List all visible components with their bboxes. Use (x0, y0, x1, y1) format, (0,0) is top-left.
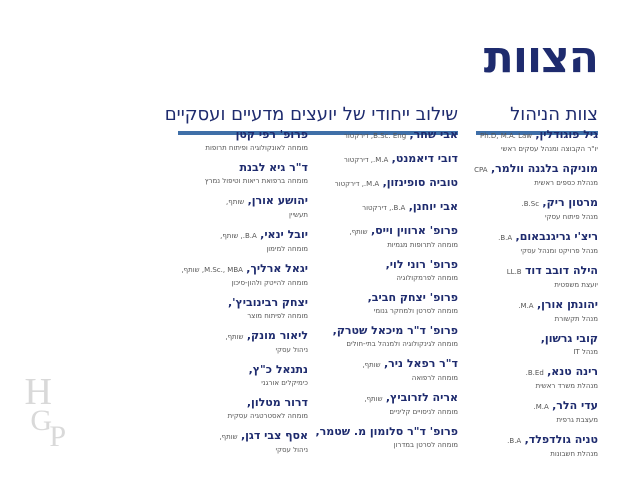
person-degree: CPA (474, 166, 488, 174)
person-role: מומחה לרפואה (411, 374, 458, 382)
person-name-line (323, 127, 458, 144)
person-role: ניהול עסקי (275, 346, 308, 354)
person-entry (178, 193, 308, 220)
person-role: יועצת משפטית (554, 281, 598, 289)
person-degree: B.A., שותף, (220, 232, 257, 240)
person-entry (178, 127, 308, 153)
person-role: מנהלת חשבונות (550, 450, 598, 458)
person-entry (323, 390, 458, 417)
person-degree: שותף, (219, 433, 238, 441)
person-degree: M.Sc., MBA, שותף, (181, 266, 243, 274)
person-name: יהושע אורן, (247, 194, 308, 207)
person-name: יגאל ארליך, (246, 262, 308, 275)
management-list (473, 127, 598, 463)
person-name: רינה טנא, (547, 365, 598, 378)
person-role: ניהול עסקי (275, 446, 308, 454)
person-entry (178, 227, 308, 254)
management-header-label: צוות הניהול (510, 104, 598, 125)
person-name-line (178, 428, 308, 445)
person-name: מרטון ריק, (542, 196, 598, 209)
person-entry (473, 297, 598, 324)
person-entry (323, 199, 458, 216)
person-name-line (473, 297, 598, 314)
person-name: יובל ינאי, (260, 228, 308, 241)
person-entry (323, 151, 458, 168)
person-name: אבי יוחנן, (408, 200, 458, 213)
person-name: מוניקה בלגנה וולמר, (490, 162, 598, 175)
person-entry (323, 127, 458, 144)
person-name-line (323, 356, 458, 373)
person-entry (178, 295, 308, 321)
person-entry (178, 261, 308, 288)
person-role: מומחה לאונקולוגיה ופיתוח תרופות (205, 144, 308, 152)
person-name-line (473, 161, 598, 178)
person-name-line (473, 364, 598, 381)
person-name: קובי גרשון, (540, 332, 598, 345)
team-header-label: שילוב ייחודי של יועצים מדעיים ועסקיים (164, 104, 458, 125)
person-name-line (178, 295, 308, 311)
person-degree: B.Sc. (521, 200, 540, 208)
person-name-line (323, 290, 458, 306)
person-name-line (178, 328, 308, 345)
person-name: הילה דובב דוד (524, 264, 598, 277)
person-name-line (323, 175, 458, 192)
person-degree: M.A. (518, 302, 534, 310)
person-name: פרופ' רפי קטן (235, 128, 308, 141)
person-role: מומחה לסרטן ולמחקר גנומי (373, 307, 458, 315)
person-entry (178, 395, 308, 421)
person-entry (178, 160, 308, 186)
person-degree: שותף, (226, 198, 245, 206)
person-degree: B.A. (507, 437, 522, 445)
person-name-line (323, 257, 458, 273)
person-name: פרופ' ד"ר סלומון מ. שטמר, (315, 425, 458, 438)
person-degree: B.A., דירקטור (362, 204, 406, 212)
person-name-line (178, 395, 308, 411)
page-title: הצוות (483, 32, 598, 83)
person-name-line (323, 390, 458, 407)
person-role: יו"ר הקבוצה ומנהל עסקים ראשי (500, 145, 598, 153)
person-entry (473, 161, 598, 188)
person-name: טוביה סופינזון, (382, 176, 458, 189)
person-degree: M.A., דירקטור (343, 156, 389, 164)
person-name: טניה גולדפלד, (524, 433, 598, 446)
person-name-line (178, 362, 308, 378)
person-degree: LL.B (506, 268, 522, 276)
person-role: מנהל תקשורת (554, 315, 598, 323)
person-entry (473, 364, 598, 391)
person-name: ד"ר רפאל ניר, (383, 357, 458, 370)
person-name: ד"ר גיא לבנת (239, 161, 308, 174)
person-name: פרופ' ד"ר מיכאל שטרק, (332, 324, 458, 337)
person-entry (178, 428, 308, 455)
svg-text:G: G (30, 404, 52, 437)
person-degree: B.Ed. (525, 369, 544, 377)
person-entry (473, 331, 598, 357)
team-list-middle (315, 127, 458, 454)
person-role: כימיקלים אורגני (261, 379, 308, 387)
person-name: אריה לזרוביץ, (385, 391, 458, 404)
person-name: דרור מטלון, (246, 396, 308, 409)
person-entry (473, 432, 598, 459)
person-name: יצחק רבינוביץ', (227, 296, 308, 309)
person-entry (178, 328, 308, 355)
person-entry (473, 127, 598, 154)
person-name: פרופ' יצחק חביב, (367, 291, 458, 304)
person-entry (178, 362, 308, 388)
person-entry (323, 356, 458, 383)
person-role: מומחה לפיתוח מוצר (247, 312, 308, 320)
person-name-line (315, 424, 458, 440)
person-name-line (178, 127, 308, 143)
hgp-logo (24, 368, 94, 453)
person-name: אסף צבי דגן, (240, 429, 308, 442)
person-degree: שותף, (362, 361, 381, 369)
person-name-line (178, 160, 308, 176)
person-name-line (323, 199, 458, 216)
person-entry (323, 175, 458, 192)
person-name: גיל פוגודלין, (535, 128, 598, 141)
person-name: עדי הלר, (552, 399, 598, 412)
svg-text:P: P (49, 420, 66, 453)
person-name-line (473, 331, 598, 347)
person-role: מומחה לתרופות מגמיות (387, 241, 458, 249)
person-name-line (473, 229, 598, 246)
person-role: מומחה ברפואת ריאות וטיפול נמרץ (204, 177, 308, 185)
person-entry (473, 229, 598, 256)
person-role: מומחה למימון (266, 245, 308, 253)
person-role: מנהל IT (573, 348, 598, 356)
person-name-line (323, 151, 458, 168)
person-name: יהונתן אורן, (536, 298, 598, 311)
person-name-line (323, 323, 458, 339)
person-role: מומחה לפרמקולוגיה (396, 274, 458, 282)
person-degree: B.Sc. Eng, דירקטור (343, 132, 407, 140)
person-role: מומחה לסרטן במדרון (393, 441, 458, 449)
person-name: נתנאל כ"ץ, (248, 363, 308, 376)
person-name-line (473, 195, 598, 212)
team-list-left (178, 127, 308, 459)
person-role: תעשיין (289, 211, 308, 219)
person-name: דובי דיאמנט, (391, 152, 458, 165)
person-name: ליאור מונק, (246, 329, 308, 342)
person-role: מנהל פיתוח עסקי (544, 213, 598, 221)
person-role: מנהלת משרד ראשית (535, 382, 598, 390)
person-entry (323, 290, 458, 316)
person-name-line (473, 263, 598, 280)
person-degree: שותף, (225, 333, 244, 341)
person-entry (473, 195, 598, 222)
person-role: מומחה לניסויים קליניים (389, 408, 458, 416)
person-degree: B.A. (498, 234, 513, 242)
person-name-line (178, 227, 308, 244)
person-entry (323, 257, 458, 283)
person-name: פרופ' רוני לוי, (385, 258, 458, 271)
person-name: אבי שחר, (409, 128, 458, 141)
person-entry (315, 424, 458, 450)
person-degree: M.A., דירקטור (334, 180, 380, 188)
person-role: מנהל פרויקט ומנהל עסקי (520, 247, 598, 255)
person-name: פרופ' ארווין וייס, (370, 224, 458, 237)
person-name-line (473, 432, 598, 449)
person-role: מנהלת כספים ראשית (534, 179, 598, 187)
person-name-line (473, 127, 598, 144)
person-degree: שותף, (349, 228, 368, 236)
person-name: ריצ'י גריגנבאום, (515, 230, 598, 243)
person-entry (473, 398, 598, 425)
person-entry (473, 263, 598, 290)
person-entry (323, 223, 458, 250)
svg-text:H: H (24, 371, 52, 413)
person-name-line (178, 193, 308, 210)
person-name-line (323, 223, 458, 240)
person-degree: Ph.D, M.A. Law (479, 132, 532, 140)
person-role: מעצבת גרפית (556, 416, 598, 424)
person-entry (323, 323, 458, 349)
person-name-line (473, 398, 598, 415)
person-name-line (178, 261, 308, 278)
person-role: מומחה לאסטרטגיה עסקית (227, 412, 308, 420)
person-role: מומחה לגינקולוגיה ולמנהל בתי-חולים (346, 340, 458, 348)
person-degree: M.A. (533, 403, 549, 411)
person-role: מומחה להייטק ולהון-סיכון (231, 279, 308, 287)
person-degree: שותף, (364, 395, 383, 403)
